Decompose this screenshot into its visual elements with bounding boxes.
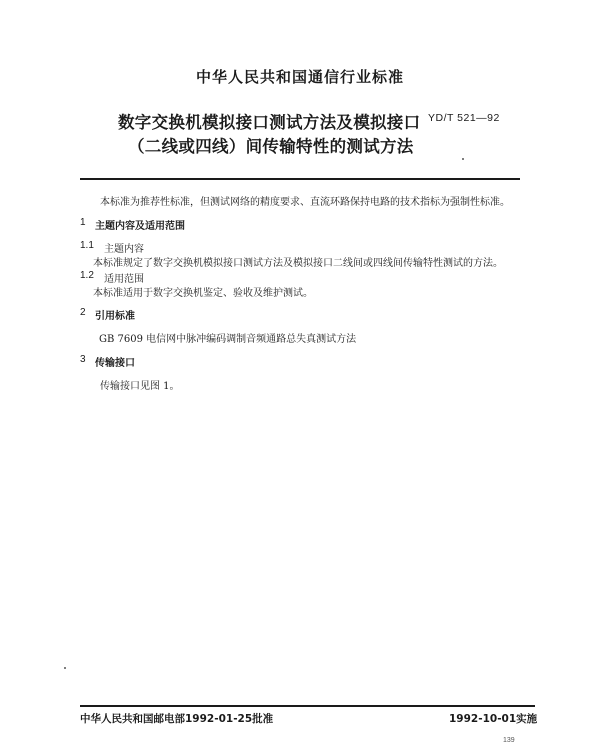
section-paragraph: 本标准规定了数字交换机模拟接口测试方法及模拟接口二线间或四线间传输特性测试的方法。 xyxy=(93,258,503,269)
header-rule xyxy=(80,178,520,180)
scan-speck xyxy=(64,667,66,669)
standard-code: YD/T 521—92 xyxy=(428,112,500,124)
section-heading: 主题内容 xyxy=(104,244,144,255)
section-heading: 传输接口 xyxy=(95,358,135,369)
section-paragraph: 传输接口见图 1。 xyxy=(100,381,180,392)
footer-rule xyxy=(80,705,535,707)
section-heading: 引用标准 xyxy=(95,311,135,322)
intro-paragraph: 本标准为推荐性标准，但测试网络的精度要求、直流环路保持电路的技术指标为强制性标准。 xyxy=(100,197,510,208)
section-heading: 适用范围 xyxy=(104,274,144,285)
section-number: 1.1 xyxy=(80,240,94,251)
document-title-line-1: 数字交换机模拟接口测试方法及模拟接口 xyxy=(118,113,421,132)
section-number: 3 xyxy=(80,354,86,365)
page-number: 139 xyxy=(503,737,515,744)
effective-date: 1992-10-01实施 xyxy=(449,713,538,725)
section-heading: 主题内容及适用范围 xyxy=(95,221,185,232)
section-number: 1 xyxy=(80,217,86,228)
approval-date: 中华人民共和国邮电部1992-01-25批准 xyxy=(80,713,274,725)
reference-standard: GB 7609 电信网中脉冲编码调制音频通路总失真测试方法 xyxy=(99,334,357,345)
section-paragraph: 本标准适用于数字交换机鉴定、验收及维护测试。 xyxy=(93,288,313,299)
issuing-organization: 中华人民共和国通信行业标准 xyxy=(195,68,404,86)
section-number: 1.2 xyxy=(80,270,94,281)
document-title-line-2: （二线或四线）间传输特性的测试方法 xyxy=(128,137,414,156)
section-number: 2 xyxy=(80,307,86,318)
scan-speck xyxy=(462,158,464,160)
